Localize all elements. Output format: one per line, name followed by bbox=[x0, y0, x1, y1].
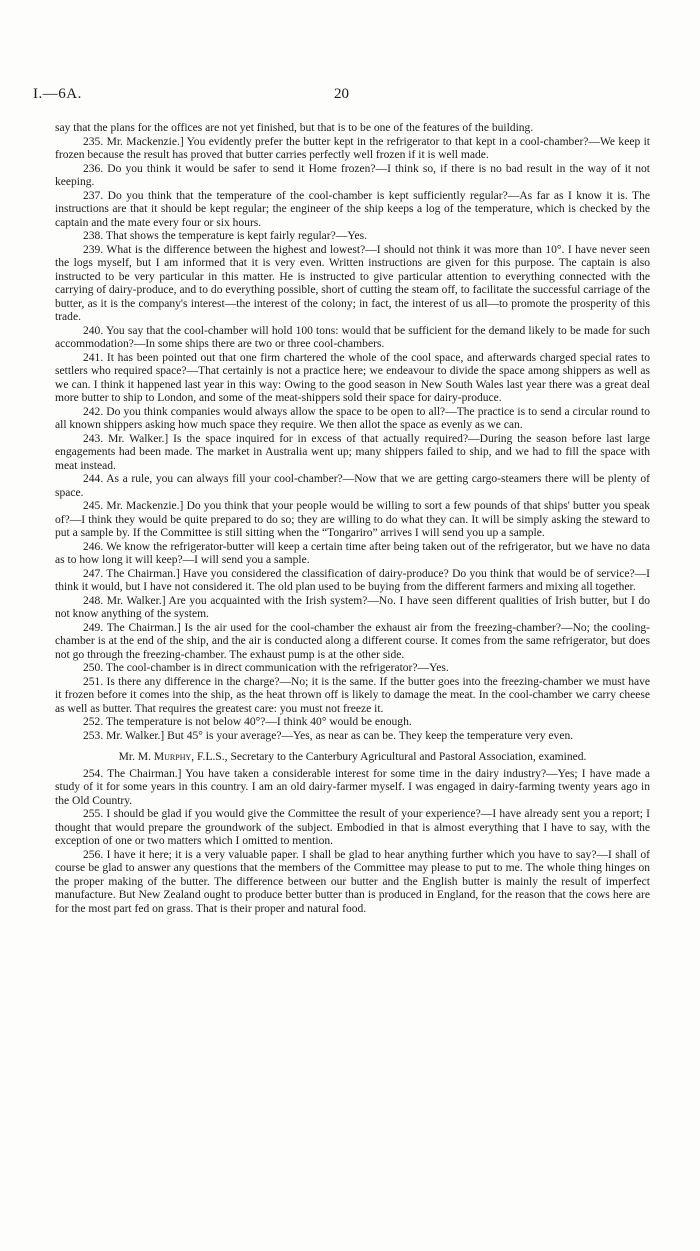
paragraph: 240. You say that the cool-chamber will hold 100 tons: would that be sufficient for the demand likely to be made for such accommodation?—In some ships there are two or three cool-chambers. bbox=[55, 324, 650, 350]
paragraph: 244. As a rule, you can always fill your cool-chamber?—Now that we are getting cargo-steamers there will be plenty of space. bbox=[55, 473, 650, 499]
paragraph: 245. Mr. Mackenzie.] Do you think that your people would be willing to sort a few pounds of that ships' butter you speak of?—I think they would be quite prepared to do so; they are willing to do what they can. It will be simply asking the steward to put a sample by. If the Committee is still sitting when the “Tongariro” arrives I will send you up a sample. bbox=[55, 500, 650, 539]
paragraph: 255. I should be glad if you would give the Committee the result of your experience?—I have already sent you a report; I thought that would prepare the groundwork of the subject. Embodied in that is almost everything that I have to say, with the exception of one or two matters which I omitted to mention. bbox=[55, 808, 650, 847]
witness-heading bbox=[55, 751, 650, 765]
paragraph: 254. The Chairman.] You have taken a considerable interest for some time in the dairy industry?—Yes; I have made a study of it for some years in this country. I am an old dairy-farmer myself. I was engaged in dairy-farming twenty years ago in the Old Country. bbox=[55, 767, 650, 807]
page-header bbox=[33, 86, 650, 110]
paragraph: 249. The Chairman.] Is the air used for the cool-chamber the exhaust air from the freezing-chamber?—No; the cooling-chamber is at the end of the ship, and the air is conducted along a different course. It comes from the same refrigerator, but does not go through the freezing-chamber. The exhaust pump is at the other side. bbox=[55, 621, 650, 661]
paragraph: 250. The cool-chamber is in direct communication with the refrigerator?—Yes. bbox=[83, 662, 449, 674]
paragraph: 238. That shows the temperature is kept fairly regular?—Yes. bbox=[83, 230, 368, 242]
paragraph: 251. Is there any difference in the charge?—No; it is the same. If the butter goes into the freezing-chamber we must have it frozen before it comes into the ship, as the heat thrown off is likely to damage the meat. In the cool-chamber we carry cheese as well as butter. That requires the greatest care: you must not freeze it. bbox=[55, 675, 650, 715]
paragraph: 243. Mr. Walker.] Is the space inquired for in excess of that actually required?—During the season before last large engagements had been made. The market in Australia went up; many shippers failed to ship, and we had to fill the space with meat instead. bbox=[55, 432, 650, 472]
paragraph: 248. Mr. Walker.] Are you acquainted with the Irish system?—No. I have seen different qualities of Irish butter, but I do not know anything of the system. bbox=[55, 594, 650, 620]
document-reference: I.—6A. bbox=[33, 86, 82, 102]
body-text bbox=[55, 122, 650, 916]
paragraph: 237. Do you think that the temperature of the cool-chamber is kept sufficiently regular?—As far as I know it is. The instructions are that it should be kept regular; the engineer of the ship keeps a log of the temperature, which is checked by the captain and the mate every four or six hours. bbox=[55, 189, 650, 229]
witness-prefix: Mr. M. bbox=[118, 751, 154, 763]
paragraph: say that the plans for the offices are not yet finished, but that is to be one of the features of the building. bbox=[55, 122, 534, 134]
page-number: 20 bbox=[334, 86, 349, 102]
witness-description: , F.L.S., Secretary to the Canterbury Agricultural and Pastoral Association, examined. bbox=[191, 751, 587, 763]
paragraph: 253. Mr. Walker.] But 45° is your average?—Yes, as near as can be. They keep the temperature very even. bbox=[83, 729, 574, 742]
paragraph: 241. It has been pointed out that one firm chartered the whole of the cool space, and afterwards charged special rates to settlers who required space?—That certainly is not a practice here; we endeavour to divide the space among shippers as well as we can. I think it happened last year in this way: Owing to the good season in New South Wales last year there was a great deal more butter to ship to London, and some of the meat-shippers sold their space for dairy-produce. bbox=[55, 351, 650, 404]
paragraph: 247. The Chairman.] Have you considered the classification of dairy-produce? Do you think that would be of service?—I think it would, but I have not considered it. The old plan used to be buying from the different farmers and mixing all together. bbox=[55, 567, 650, 593]
paragraph: 252. The temperature is not below 40°?—I think 40° would be enough. bbox=[83, 716, 412, 728]
witness-surname: Murphy bbox=[153, 751, 192, 763]
paragraph: 256. I have it here; it is a very valuable paper. I shall be glad to hear anything further which you have to say?—I shall of course be glad to answer any questions that the members of the Committee may please to put to me. The whole thing hinges on the proper making of the butter. The difference between our butter and the English butter is mainly the result of imperfect manufacture. But New Zealand ought to produce better butter than is produced in England, for the reason that the cows here are for the most part fed on grass. That is their proper and natural food. bbox=[55, 848, 650, 915]
paragraph: 235. Mr. Mackenzie.] You evidently prefer the butter kept in the refrigerator to that kept in a cool-chamber?—We keep it frozen because the result has proved that butter carries perfectly well frozen if it is well made. bbox=[55, 135, 650, 161]
paragraph: 242. Do you think companies would always allow the space to be open to all?—The practice is to send a circular round to all known shippers asking how much space they require. We then allot the space as evenly as we can. bbox=[55, 405, 650, 431]
paragraph: 239. What is the difference between the highest and lowest?—I should not think it was more than 10°. I have never seen the logs myself, but I am informed that it is very even. Written instructions are given for this purpose. The captain is also instructed to be very particular in this matter. He is instructed to give particular attention to everything connected with the carrying of dairy-produce, and to do everything possible, short of cutting the steam off, to facilitate the successful carriage of the butter, as it is the company's interest—the interest of the colony; in fact, the interest of us all—to promote the prosperity of this trade. bbox=[55, 243, 650, 323]
paragraph: 246. We know the refrigerator-butter will keep a certain time after being taken out of the refrigerator, but we have no data as to how long it will keep?—I will send you a sample. bbox=[55, 540, 650, 566]
paragraph: 236. Do you think it would be safer to send it Home frozen?—I think so, if there is no bad result in the way of it not keeping. bbox=[55, 162, 650, 188]
